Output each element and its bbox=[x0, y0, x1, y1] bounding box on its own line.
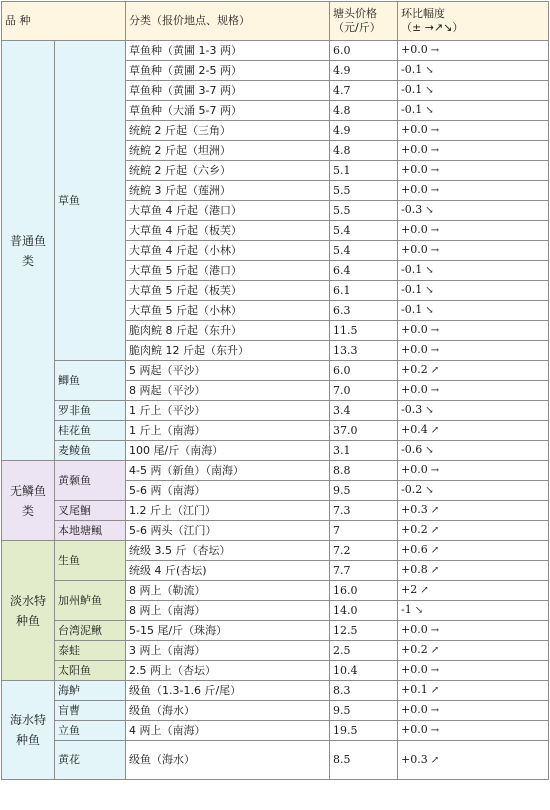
change-value: +0.0 bbox=[401, 163, 428, 176]
arrow-right-icon: → bbox=[430, 385, 440, 396]
change-value: -0.6 bbox=[401, 443, 423, 456]
arrow-down-icon: ↘ bbox=[425, 405, 434, 416]
table-row bbox=[2, 701, 549, 721]
change-value: +0.3 bbox=[401, 503, 428, 516]
change-value: +0.0 bbox=[401, 623, 428, 636]
header-variety: 品 种 bbox=[2, 2, 126, 41]
change-value: +0.0 bbox=[401, 323, 428, 336]
price-cell: 8.3 bbox=[330, 681, 398, 701]
price-cell: 4.9 bbox=[330, 121, 398, 141]
change-value: +0.4 bbox=[401, 423, 428, 436]
table-row bbox=[2, 461, 549, 481]
arrow-down-icon: ↘ bbox=[425, 485, 434, 496]
species-taiwan: 台湾泥鳅 bbox=[55, 621, 126, 641]
spec-cell: 统鲩 2 斤起（坦洲） bbox=[126, 141, 330, 161]
spec-cell: 级鱼（1.3-1.6 斤/尾） bbox=[126, 681, 330, 701]
arrow-down-icon: ↘ bbox=[425, 205, 434, 216]
arrow-down-icon: ↘ bbox=[425, 85, 434, 96]
change-cell bbox=[398, 441, 549, 461]
change-cell bbox=[398, 641, 549, 661]
arrow-right-icon: → bbox=[430, 165, 440, 176]
change-value: -1 bbox=[401, 603, 412, 616]
species-huangsang: 黄颡鱼 bbox=[55, 461, 126, 501]
species-mangcao: 盲曹 bbox=[55, 701, 126, 721]
change-value: +0.3 bbox=[401, 752, 428, 766]
arrow-up-icon: ↗ bbox=[430, 365, 440, 376]
change-cell bbox=[398, 621, 549, 641]
change-cell bbox=[398, 421, 549, 441]
spec-cell: 1.2 斤上（江门） bbox=[126, 501, 330, 521]
spec-cell: 脆肉鲩 8 斤起（东升） bbox=[126, 321, 330, 341]
arrow-down-icon: ↘ bbox=[425, 65, 434, 76]
species-jiyu: 鲫鱼 bbox=[55, 361, 126, 401]
header-spec: 分类（报价地点、规格） bbox=[126, 2, 330, 41]
change-value: +0.0 bbox=[401, 463, 428, 476]
arrow-down-icon: ↘ bbox=[425, 105, 434, 116]
spec-cell: 级鱼（海水） bbox=[126, 741, 330, 780]
price-cell: 7.3 bbox=[330, 501, 398, 521]
species-jiazhou: 加州鲈鱼 bbox=[55, 581, 126, 621]
table-row bbox=[2, 661, 549, 681]
species-hailu: 海鲈 bbox=[55, 681, 126, 701]
spec-cell: 统鲩 2 斤起（三角） bbox=[126, 121, 330, 141]
spec-cell: 100 尾/斤（南海） bbox=[126, 441, 330, 461]
arrow-down-icon: ↘ bbox=[425, 265, 434, 276]
table-row bbox=[2, 641, 549, 661]
spec-cell: 统级 4 斤(杏坛) bbox=[126, 561, 330, 581]
change-cell bbox=[398, 361, 549, 381]
price-cell: 8.8 bbox=[330, 461, 398, 481]
change-value: -0.1 bbox=[401, 303, 423, 316]
change-value: +0.0 bbox=[401, 243, 428, 256]
arrow-right-icon: → bbox=[430, 665, 440, 676]
change-value: +0.1 bbox=[401, 683, 428, 696]
change-cell bbox=[398, 281, 549, 301]
change-cell bbox=[398, 321, 549, 341]
price-cell: 3.1 bbox=[330, 441, 398, 461]
spec-cell: 8 两上（勒流） bbox=[126, 581, 330, 601]
arrow-right-icon: → bbox=[430, 45, 440, 56]
arrow-right-icon: → bbox=[430, 245, 440, 256]
arrow-up-icon: ↗ bbox=[430, 545, 440, 556]
header-change-line1: 环比幅度 bbox=[401, 7, 445, 20]
change-value: +0.0 bbox=[401, 143, 428, 156]
table-row bbox=[2, 421, 549, 441]
table-row bbox=[2, 741, 549, 780]
header-change bbox=[398, 2, 549, 41]
table-row bbox=[2, 581, 549, 601]
change-cell bbox=[398, 61, 549, 81]
spec-cell: 4 两上（南海） bbox=[126, 721, 330, 741]
spec-cell: 大草鱼 5 斤起（小林） bbox=[126, 301, 330, 321]
price-cell: 6.3 bbox=[330, 301, 398, 321]
price-cell: 9.5 bbox=[330, 701, 398, 721]
change-cell bbox=[398, 161, 549, 181]
spec-cell: 5-6 两头（江门） bbox=[126, 521, 330, 541]
change-value: -0.3 bbox=[401, 203, 423, 216]
spec-cell: 脆肉鲩 12 斤起（东升） bbox=[126, 341, 330, 361]
spec-cell: 5-6 两（南海） bbox=[126, 481, 330, 501]
category-wulin: 无鳞鱼类 bbox=[2, 461, 55, 541]
change-cell bbox=[398, 401, 549, 421]
spec-cell: 大草鱼 4 斤起（板芙） bbox=[126, 221, 330, 241]
species-sheng: 生鱼 bbox=[55, 541, 126, 581]
spec-cell: 草鱼种（黄圃 2-5 两） bbox=[126, 61, 330, 81]
table-row bbox=[2, 541, 549, 561]
spec-cell: 8 两上（南海） bbox=[126, 601, 330, 621]
change-value: +0.0 bbox=[401, 43, 428, 56]
spec-cell: 2.5 两上（杏坛） bbox=[126, 661, 330, 681]
arrow-right-icon: → bbox=[430, 325, 440, 336]
change-cell bbox=[398, 661, 549, 681]
change-value: +0.0 bbox=[401, 723, 428, 736]
price-cell: 6.4 bbox=[330, 261, 398, 281]
arrow-down-icon: ↘ bbox=[414, 605, 424, 616]
species-luofei: 罗非鱼 bbox=[55, 401, 126, 421]
change-cell bbox=[398, 81, 549, 101]
arrow-up-icon: ↗ bbox=[430, 425, 440, 436]
species-chawei: 叉尾鮰 bbox=[55, 501, 126, 521]
price-cell: 5.4 bbox=[330, 221, 398, 241]
table-row bbox=[2, 441, 549, 461]
spec-cell: 大草鱼 5 斤起（港口） bbox=[126, 261, 330, 281]
change-cell bbox=[398, 41, 549, 61]
species-huanghua: 黄花 bbox=[55, 741, 126, 780]
price-cell: 2.5 bbox=[330, 641, 398, 661]
price-cell: 7.7 bbox=[330, 561, 398, 581]
arrow-down-icon: ↘ bbox=[425, 285, 434, 296]
price-cell: 5.1 bbox=[330, 161, 398, 181]
spec-cell: 草鱼种（黄圃 1-3 两） bbox=[126, 41, 330, 61]
spec-cell: 4-5 两（新鱼）（南海） bbox=[126, 461, 330, 481]
price-cell: 11.5 bbox=[330, 321, 398, 341]
arrow-up-icon: ↗ bbox=[430, 754, 440, 766]
change-value: +0.0 bbox=[401, 223, 428, 236]
spec-cell: 统级 3.5 斤（杏坛） bbox=[126, 541, 330, 561]
price-cell: 4.7 bbox=[330, 81, 398, 101]
price-cell: 8.5 bbox=[330, 741, 398, 780]
change-value: +0.0 bbox=[401, 383, 428, 396]
spec-cell: 草鱼种（黄圃 3-7 两） bbox=[126, 81, 330, 101]
price-cell: 19.5 bbox=[330, 721, 398, 741]
spec-cell: 5 两起（平沙） bbox=[126, 361, 330, 381]
price-cell: 13.3 bbox=[330, 341, 398, 361]
change-cell bbox=[398, 521, 549, 541]
arrow-right-icon: → bbox=[430, 185, 440, 196]
change-value: +0.2 bbox=[401, 363, 428, 376]
spec-cell: 大草鱼 4 斤起（港口） bbox=[126, 201, 330, 221]
change-cell bbox=[398, 701, 549, 721]
fish-price-table bbox=[1, 1, 549, 780]
price-cell: 6.0 bbox=[330, 41, 398, 61]
species-liyu: 立鱼 bbox=[55, 721, 126, 741]
arrow-down-icon: ↘ bbox=[425, 445, 434, 456]
price-cell: 6.1 bbox=[330, 281, 398, 301]
change-value: -0.1 bbox=[401, 63, 423, 76]
price-cell: 7.0 bbox=[330, 381, 398, 401]
species-taiwa: 泰蛙 bbox=[55, 641, 126, 661]
spec-cell: 级鱼（海水） bbox=[126, 701, 330, 721]
arrow-right-icon: → bbox=[430, 145, 440, 156]
table-row bbox=[2, 361, 549, 381]
spec-cell: 大草鱼 5 斤起（板芙） bbox=[126, 281, 330, 301]
change-value: -0.1 bbox=[401, 263, 423, 276]
category-danshui: 淡水特种鱼 bbox=[2, 541, 55, 681]
price-cell: 12.5 bbox=[330, 621, 398, 641]
change-value: -0.1 bbox=[401, 83, 423, 96]
arrow-up-icon: ↗ bbox=[430, 505, 440, 516]
change-cell bbox=[398, 141, 549, 161]
price-cell: 10.4 bbox=[330, 661, 398, 681]
change-value: -0.1 bbox=[401, 283, 423, 296]
price-cell: 4.8 bbox=[330, 141, 398, 161]
arrow-up-icon: ↗ bbox=[430, 565, 440, 576]
spec-cell: 大草鱼 4 斤起（小林） bbox=[126, 241, 330, 261]
header-price bbox=[330, 2, 398, 41]
price-cell: 9.5 bbox=[330, 481, 398, 501]
spec-cell: 8 两起（平沙） bbox=[126, 381, 330, 401]
species-guihua: 桂花鱼 bbox=[55, 421, 126, 441]
change-value: -0.2 bbox=[401, 483, 423, 496]
arrow-right-icon: → bbox=[430, 225, 440, 236]
arrow-right-icon: → bbox=[430, 705, 440, 716]
header-price-line1: 塘头价格 bbox=[333, 7, 377, 20]
price-cell: 14.0 bbox=[330, 601, 398, 621]
table-row bbox=[2, 401, 549, 421]
arrow-right-icon: → bbox=[430, 725, 440, 736]
change-cell bbox=[398, 721, 549, 741]
table-row bbox=[2, 501, 549, 521]
change-cell bbox=[398, 241, 549, 261]
change-value: +0.2 bbox=[401, 523, 428, 536]
change-cell bbox=[398, 301, 549, 321]
price-cell: 7 bbox=[330, 521, 398, 541]
spec-cell: 统鲩 3 斤起（莲洲） bbox=[126, 181, 330, 201]
change-value: +2 bbox=[401, 583, 418, 596]
change-cell bbox=[398, 601, 549, 621]
arrow-up-icon: ↗ bbox=[430, 645, 440, 656]
change-cell bbox=[398, 381, 549, 401]
price-cell: 5.5 bbox=[330, 201, 398, 221]
change-cell bbox=[398, 101, 549, 121]
change-value: +0.0 bbox=[401, 703, 428, 716]
table-row bbox=[2, 621, 549, 641]
table-header-row bbox=[2, 2, 549, 41]
price-cell: 6.0 bbox=[330, 361, 398, 381]
arrow-right-icon: → bbox=[430, 625, 440, 636]
spec-cell: 5-15 尾/斤（珠海） bbox=[126, 621, 330, 641]
change-value: -0.3 bbox=[401, 403, 423, 416]
arrow-down-icon: ↘ bbox=[425, 305, 434, 316]
table-row bbox=[2, 521, 549, 541]
category-haishui: 海水特种鱼 bbox=[2, 681, 55, 780]
change-cell bbox=[398, 221, 549, 241]
change-value: +0.6 bbox=[401, 543, 428, 556]
price-cell: 37.0 bbox=[330, 421, 398, 441]
price-cell: 3.4 bbox=[330, 401, 398, 421]
species-bendi: 本地塘鲺 bbox=[55, 521, 126, 541]
spec-cell: 统鲩 2 斤起（六乡） bbox=[126, 161, 330, 181]
arrow-right-icon: → bbox=[430, 345, 440, 356]
arrow-up-icon: ↗ bbox=[430, 685, 440, 696]
change-value: +0.2 bbox=[401, 643, 428, 656]
spec-cell: 1 斤上（南海） bbox=[126, 421, 330, 441]
change-value: +0.0 bbox=[401, 183, 428, 196]
category-putong: 普通鱼类 bbox=[2, 41, 55, 461]
change-cell bbox=[398, 481, 549, 501]
arrow-up-icon: ↗ bbox=[420, 585, 429, 596]
change-cell bbox=[398, 681, 549, 701]
change-value: -0.1 bbox=[401, 103, 423, 116]
header-price-line2: （元/斤） bbox=[333, 21, 381, 34]
change-value: +0.0 bbox=[401, 123, 428, 136]
spec-cell: 1 斤上（平沙） bbox=[126, 401, 330, 421]
change-cell bbox=[398, 181, 549, 201]
change-cell bbox=[398, 581, 549, 601]
species-taiyang: 太阳鱼 bbox=[55, 661, 126, 681]
change-cell bbox=[398, 341, 549, 361]
change-cell bbox=[398, 261, 549, 281]
spec-cell: 3 两上（南海） bbox=[126, 641, 330, 661]
change-value: +0.8 bbox=[401, 563, 428, 576]
price-cell: 5.5 bbox=[330, 181, 398, 201]
table-row bbox=[2, 721, 549, 741]
change-value: +0.0 bbox=[401, 663, 428, 676]
species-caoyu: 草鱼 bbox=[55, 41, 126, 361]
change-cell bbox=[398, 501, 549, 521]
price-cell: 5.4 bbox=[330, 241, 398, 261]
header-change-line2: （± →↗↘） bbox=[401, 21, 464, 34]
arrow-right-icon: → bbox=[430, 125, 440, 136]
spec-cell: 草鱼种（大涌 5-7 两） bbox=[126, 101, 330, 121]
change-cell bbox=[398, 121, 549, 141]
species-maijing: 麦鲮鱼 bbox=[55, 441, 126, 461]
change-cell bbox=[398, 741, 549, 780]
price-cell: 7.2 bbox=[330, 541, 398, 561]
arrow-up-icon: ↗ bbox=[430, 525, 440, 536]
table-row bbox=[2, 41, 549, 61]
change-cell bbox=[398, 461, 549, 481]
arrow-right-icon: → bbox=[430, 465, 440, 476]
change-value: +0.0 bbox=[401, 343, 428, 356]
price-cell: 16.0 bbox=[330, 581, 398, 601]
change-cell bbox=[398, 561, 549, 581]
price-cell: 4.9 bbox=[330, 61, 398, 81]
table-row bbox=[2, 681, 549, 701]
change-cell bbox=[398, 201, 549, 221]
change-cell bbox=[398, 541, 549, 561]
price-cell: 4.8 bbox=[330, 101, 398, 121]
